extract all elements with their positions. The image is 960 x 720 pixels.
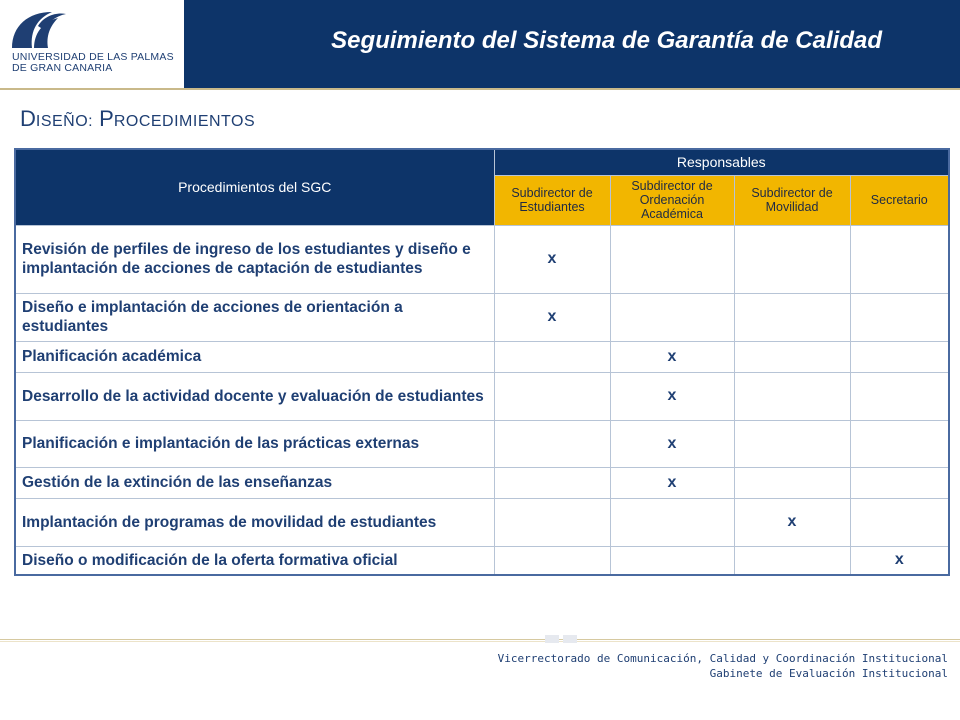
subtitle-word2-initial: P: [99, 106, 114, 131]
column-header: Subdirector de Movilidad: [734, 175, 850, 225]
responsibility-mark: [850, 341, 949, 372]
procedure-name: Implantación de programas de movilidad de estudiantes: [15, 498, 494, 546]
responsibility-mark: [850, 225, 949, 293]
responsibility-mark: [850, 372, 949, 420]
column-header: Subdirector de Ordenación Académica: [610, 175, 734, 225]
table-row: [15, 341, 949, 372]
table-row: [15, 420, 949, 467]
responsables-header: Responsables: [494, 149, 949, 175]
procedure-name: Revisión de perfiles de ingreso de los estudiantes y diseño e implantación de acciones de captación de estudiantes: [15, 225, 494, 293]
procedure-name: Diseño e implantación de acciones de orientación a estudiantes: [15, 293, 494, 341]
responsibility-mark: x: [734, 498, 850, 546]
logo-line-2: DE GRAN CANARIA: [12, 62, 113, 74]
university-logo-icon: [8, 8, 68, 52]
responsibility-mark: x: [610, 420, 734, 467]
logo-line-1: UNIVERSIDAD DE LAS PALMAS: [12, 51, 174, 63]
footer-decoration: [545, 635, 585, 643]
section-subtitle: [20, 106, 261, 132]
responsibility-mark: [610, 225, 734, 293]
subtitle-word1-rest: ISEÑO:: [35, 113, 94, 130]
responsibility-mark: [494, 420, 610, 467]
procedure-name: Planificación académica: [15, 341, 494, 372]
procedure-name: Gestión de la extinción de las enseñanzas: [15, 467, 494, 498]
table-row: [15, 467, 949, 498]
responsibility-mark: x: [610, 372, 734, 420]
footer-divider: [0, 639, 960, 640]
table-row: [15, 225, 949, 293]
procedures-header: Procedimientos del SGC: [15, 149, 494, 225]
page-title: Seguimiento del Sistema de Garantía de Calidad: [331, 27, 882, 54]
table-row: [15, 498, 949, 546]
responsibility-mark: [610, 293, 734, 341]
responsibility-mark: [734, 467, 850, 498]
responsibility-mark: [494, 498, 610, 546]
responsibility-mark: [734, 341, 850, 372]
procedures-table: [14, 148, 950, 576]
responsibility-mark: [494, 546, 610, 575]
responsibility-mark: x: [494, 225, 610, 293]
subtitle-word1-initial: D: [20, 106, 36, 131]
footer-line-2: Gabinete de Evaluación Institucional: [709, 667, 948, 680]
procedure-name: Desarrollo de la actividad docente y evaluación de estudiantes: [15, 372, 494, 420]
responsibility-mark: [494, 372, 610, 420]
responsibility-mark: x: [494, 293, 610, 341]
footer-line-1: Vicerrectorado de Comunicación, Calidad y Coordinación Institucional: [497, 652, 948, 665]
responsibility-mark: [850, 420, 949, 467]
responsibility-mark: [850, 467, 949, 498]
responsibility-mark: [734, 225, 850, 293]
responsibility-mark: [610, 498, 734, 546]
footer: [498, 651, 948, 681]
responsibility-mark: [734, 546, 850, 575]
table-row: [15, 546, 949, 575]
column-header: Secretario: [850, 175, 949, 225]
procedure-name: Planificación e implantación de las prácticas externas: [15, 420, 494, 467]
university-logo: [0, 0, 184, 88]
responsibility-mark: [734, 293, 850, 341]
responsibility-mark: [494, 341, 610, 372]
logo-text: [12, 52, 184, 74]
responsibility-mark: [734, 420, 850, 467]
column-header: Subdirector de Estudiantes: [494, 175, 610, 225]
title-bar: [184, 0, 960, 88]
responsibility-mark: [494, 467, 610, 498]
subtitle-word2-rest: ROCEDIMIENTOS: [113, 113, 256, 130]
responsibility-mark: x: [610, 341, 734, 372]
footer-divider-secondary: [0, 641, 960, 642]
responsibility-mark: [850, 498, 949, 546]
responsibility-mark: [610, 546, 734, 575]
responsibility-mark: [850, 293, 949, 341]
procedure-name: Diseño o modificación de la oferta formativa oficial: [15, 546, 494, 575]
responsibility-mark: [734, 372, 850, 420]
table-row: [15, 293, 949, 341]
header-divider: [0, 88, 960, 90]
responsibility-mark: x: [850, 546, 949, 575]
responsibility-mark: x: [610, 467, 734, 498]
table-row: [15, 372, 949, 420]
